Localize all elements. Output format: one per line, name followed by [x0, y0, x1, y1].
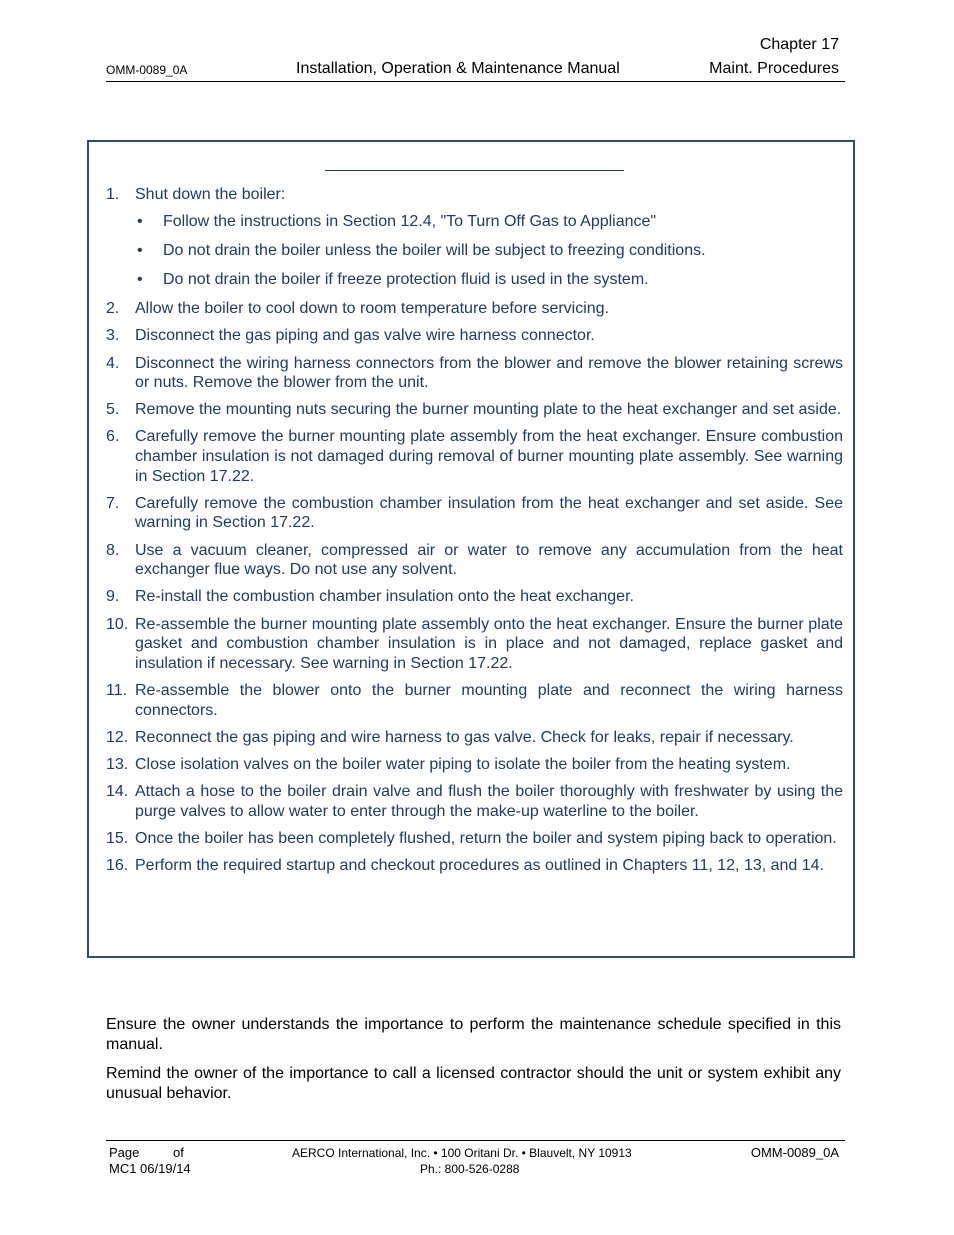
procedure-box — [87, 140, 855, 958]
step-bullet — [135, 270, 843, 290]
step-number: 11. — [106, 681, 128, 699]
procedure-step — [106, 587, 843, 607]
owner-paragraph-2: Remind the owner of the importance to call a licensed contractor should the unit or system exhibit any unusual behavior. — [106, 1065, 841, 1102]
procedure-step — [106, 541, 843, 580]
bullet-text: Do not drain the boiler if freeze protection fluid is used in the system. — [163, 271, 649, 289]
header-title: Installation, Operation & Maintenance Manual — [296, 60, 620, 77]
step-number: 10. — [106, 615, 129, 633]
header-chapter: Chapter 17 — [759, 36, 839, 53]
header-doc-id: OMM-0089_0A — [106, 63, 188, 77]
procedure-step — [106, 299, 843, 319]
bullet-text: Follow the instructions in Section 12.4, "To Turn Off Gas to Appliance" — [163, 213, 657, 231]
step-text: Re-install the combustion chamber insulation onto the heat exchanger. — [135, 588, 634, 606]
footer-revision: MC1 06/19/14 — [109, 1161, 191, 1176]
owner-paragraph-1: Ensure the owner understands the importance to perform the maintenance schedule specified in this manual. — [106, 1016, 841, 1053]
bullet-dot-icon: • — [137, 271, 143, 289]
procedure-step — [106, 681, 843, 720]
procedure-title-rule — [325, 170, 624, 171]
footer-doc-id: OMM-0089_0A — [750, 1145, 839, 1160]
procedure-step — [106, 728, 843, 748]
bullet-text: Do not drain the boiler unless the boiler will be subject to freezing conditions. — [163, 242, 706, 260]
step-bullet-list — [135, 212, 843, 290]
procedure-step — [106, 354, 843, 393]
step-text: Re-assemble the burner mounting plate assembly onto the heat exchanger. Ensure the burner plate gasket and combustion chamber insulation is in place and not damaged, replace gasket and insulation if necessary. See warning in Section 17.22. — [135, 615, 843, 672]
step-text: Reconnect the gas piping and wire harness to gas valve. Check for leaks, repair if necessary. — [135, 728, 794, 746]
bullet-dot-icon: • — [137, 213, 143, 231]
step-text: Shut down the boiler: — [135, 186, 286, 203]
step-number: 5. — [106, 401, 120, 419]
step-text: Allow the boiler to cool down to room temperature before servicing. — [135, 300, 610, 318]
procedure-step — [106, 615, 843, 674]
step-text: Attach a hose to the boiler drain valve and flush the boiler thoroughly with freshwater by using the purge valves to allow water to enter through the make-up waterline to the boiler. — [135, 783, 843, 820]
step-number: 3. — [106, 327, 120, 345]
step-number: 2. — [106, 300, 120, 318]
step-number: 9. — [106, 588, 120, 606]
procedure-step — [106, 400, 843, 420]
step-number: 14. — [106, 783, 129, 801]
procedure-step — [106, 755, 843, 775]
step-bullet — [135, 241, 843, 261]
step-number: 13. — [106, 755, 129, 773]
step-number: 16. — [106, 857, 129, 875]
step-text: Once the boiler has been completely flushed, return the boiler and system piping back to operation. — [135, 829, 837, 847]
procedure-step — [106, 494, 843, 533]
step-text: Disconnect the gas piping and gas valve wire harness connector. — [135, 327, 595, 345]
page-header — [106, 34, 845, 82]
step-text: Carefully remove the combustion chamber insulation from the heat exchanger and set aside. See warning in Section 17.22. — [135, 494, 843, 532]
footer-company: AERCO International, Inc. • 100 Oritani Dr. • Blauvelt, NY 10913 — [292, 1146, 632, 1160]
step-text: Close isolation valves on the boiler water piping to isolate the boiler from the heating system. — [135, 755, 791, 773]
step-number: 15. — [106, 829, 129, 847]
step-number: 8. — [106, 541, 120, 559]
bullet-dot-icon: • — [137, 242, 143, 260]
procedure-step — [106, 829, 843, 849]
footer-page-label: Page — [109, 1145, 140, 1160]
step-bullet — [135, 212, 843, 232]
step-number: 6. — [106, 428, 120, 446]
step-number: 1. — [106, 186, 120, 203]
procedure-step — [106, 427, 843, 486]
procedure-step — [106, 856, 843, 876]
procedure-step — [106, 782, 843, 821]
step-text: Use a vacuum cleaner, compressed air or water to remove any accumulation from the heat exchanger flue ways. Do not use any solvent. — [135, 541, 843, 579]
page-footer — [106, 1140, 845, 1181]
procedure-step — [106, 326, 843, 346]
step-text: Carefully remove the burner mounting plate assembly from the heat exchanger. Ensure combustion chamber insulation is not damaged during removal of burner mounting plate assembly. See warning in Section 17.22. — [135, 428, 843, 485]
step-number: 7. — [106, 494, 120, 512]
step-text: Re-assemble the blower onto the burner mounting plate and reconnect the wiring harness connectors. — [135, 681, 843, 719]
procedure-steps — [106, 185, 843, 883]
header-section: Maint. Procedures — [709, 60, 839, 77]
step-text: Remove the mounting nuts securing the burner mounting plate to the heat exchanger and set aside. — [135, 401, 842, 419]
footer-phone: Ph.: 800-526-0288 — [420, 1162, 520, 1176]
step-text: Disconnect the wiring harness connectors from the blower and remove the blower retaining screws or nuts. Remove the blower from the unit. — [135, 354, 843, 392]
step-number: 12. — [106, 728, 129, 746]
step-number: 4. — [106, 354, 120, 372]
footer-of-label: of — [173, 1145, 184, 1160]
step-text: Perform the required startup and checkout procedures as outlined in Chapters 11, 12, 13, and 14. — [135, 857, 825, 875]
procedure-step — [106, 185, 843, 290]
